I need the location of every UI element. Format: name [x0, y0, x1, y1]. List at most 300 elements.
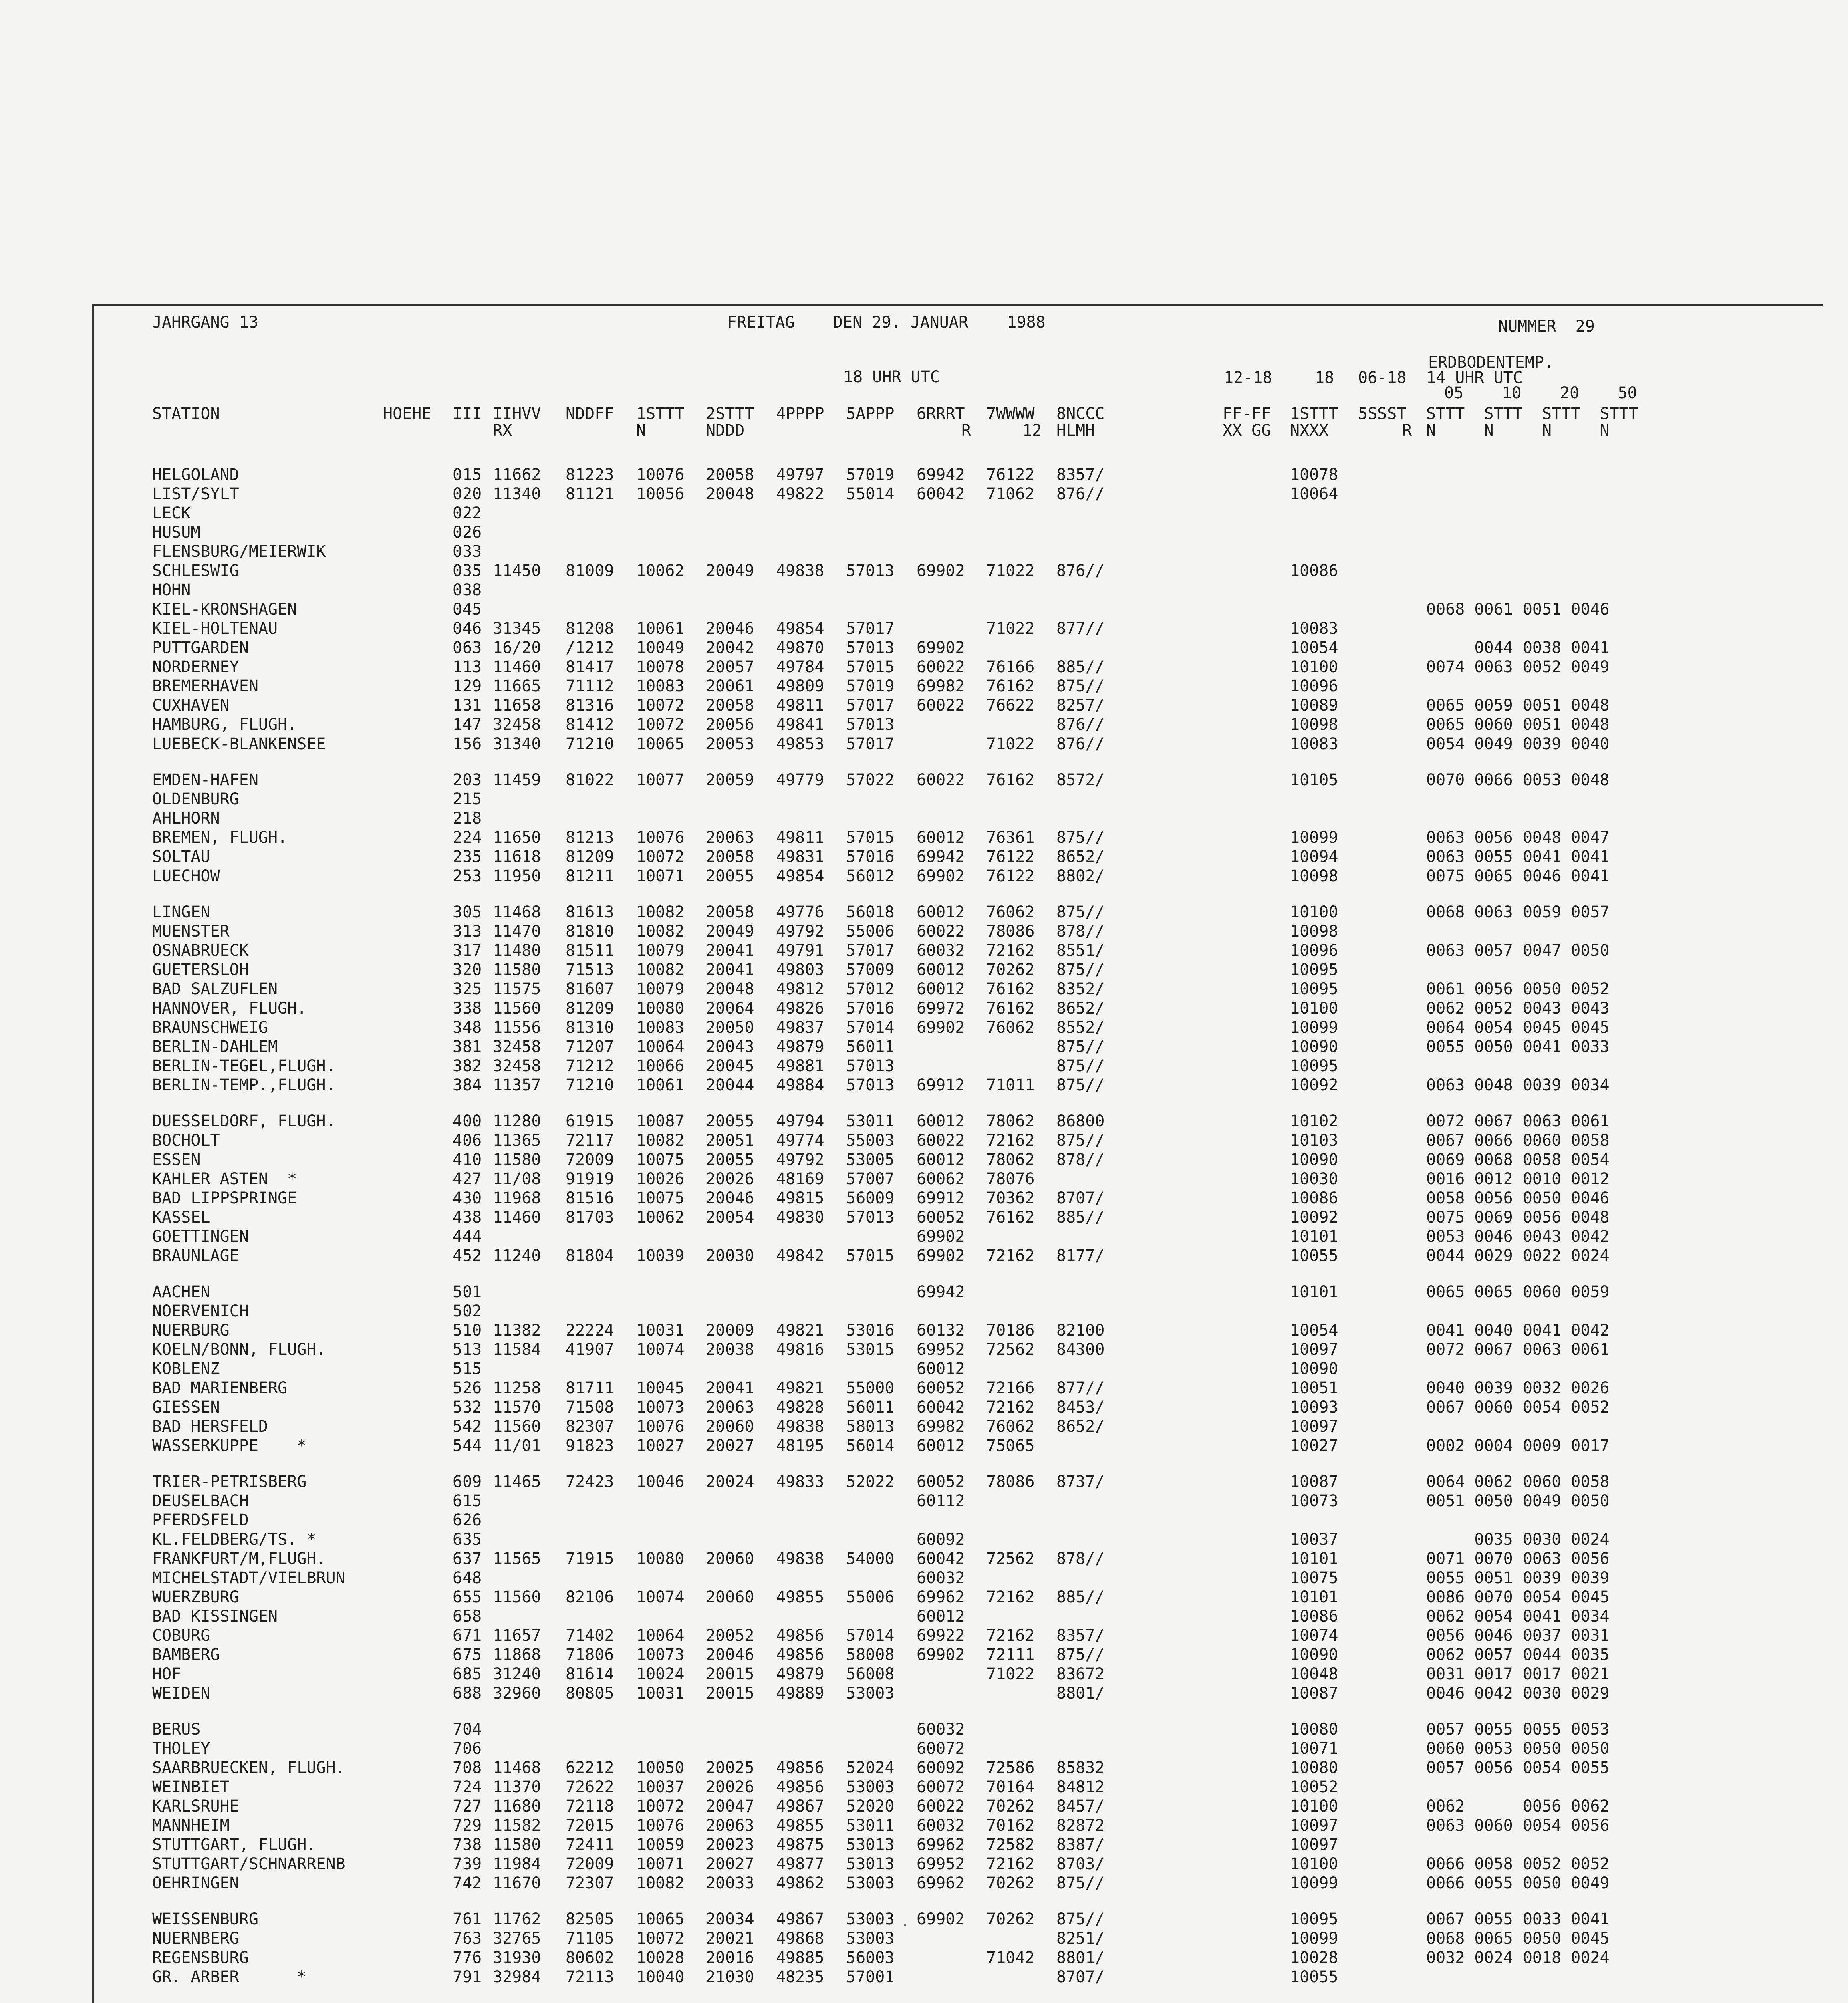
col-iihvv-sub: RX [493, 421, 512, 440]
1sttt-max-value: 10102 [1290, 1112, 1338, 1130]
nddff-value: 81614 [566, 1665, 614, 1683]
5appp-value: 57007 [846, 1170, 895, 1188]
station-name: OEHRINGEN [152, 1874, 239, 1892]
5appp-value: 56011 [846, 1398, 895, 1417]
soil-temp-values: 0061 0056 0050 0052 [1426, 980, 1610, 998]
1sttt-max-value: 10097 [1290, 1816, 1338, 1835]
group-18-uhr-utc: 18 UHR UTC [843, 368, 940, 386]
5appp-value: 52024 [846, 1759, 895, 1777]
5appp-value: 56012 [846, 867, 895, 885]
4pppp-value: 49838 [776, 1417, 824, 1436]
4pppp-value: 49792 [776, 922, 824, 941]
6rrrt-value: 60092 [917, 1759, 965, 1777]
2sttt-value: 20049 [706, 922, 754, 941]
nddff-value: 72118 [566, 1797, 614, 1816]
1sttt-max-value: 10101 [1290, 1588, 1338, 1606]
iii-value: 045 [453, 600, 482, 619]
1sttt-value: 10046 [636, 1473, 685, 1491]
iii-value: 224 [453, 828, 482, 847]
soil-temp-values: 0067 0060 0054 0052 [1426, 1398, 1610, 1417]
5appp-value: 53011 [846, 1816, 895, 1835]
5appp-value: 57013 [846, 639, 895, 657]
8nccc-value: 8707/ [1056, 1189, 1105, 1207]
1sttt-max-value: 10071 [1290, 1739, 1338, 1758]
period-06-18: 06-18 [1358, 369, 1407, 387]
1sttt-max-value: 10099 [1290, 828, 1338, 847]
station-name: KOBLENZ [152, 1360, 220, 1378]
6rrrt-value: 69972 [917, 999, 965, 1018]
7wwww-value: 72166 [986, 1379, 1035, 1397]
2sttt-value: 20030 [706, 1247, 754, 1265]
soil-temp-values: 0055 0051 0039 0039 [1426, 1569, 1610, 1587]
7wwww-value: 72582 [986, 1836, 1035, 1854]
soil-temp-values: 0054 0049 0039 0040 [1426, 735, 1610, 753]
8nccc-value: 82872 [1056, 1816, 1105, 1835]
iii-value: 444 [453, 1227, 482, 1246]
2sttt-value: 20047 [706, 1797, 754, 1816]
iihvv-value: 11580 [493, 961, 541, 979]
8nccc-value: 85832 [1056, 1759, 1105, 1777]
col-5ssst: 5SSST [1358, 405, 1407, 423]
7wwww-value: 72586 [986, 1759, 1035, 1777]
iihvv-value: 11/01 [493, 1437, 541, 1455]
1sttt-max-value: 10037 [1290, 1530, 1338, 1549]
1sttt-max-value: 10103 [1290, 1131, 1338, 1150]
nummer: NUMMER 29 [1498, 317, 1595, 336]
7wwww-value: 71022 [986, 619, 1035, 638]
soil-temp-values: 0060 0053 0050 0050 [1426, 1739, 1610, 1758]
5appp-value: 57014 [846, 1626, 895, 1645]
soil-temp-values: 0075 0069 0056 0048 [1426, 1208, 1610, 1227]
iihvv-value: 32765 [493, 1929, 541, 1948]
1sttt-max-value: 10095 [1290, 980, 1338, 998]
iihvv-value: 11468 [493, 1759, 541, 1777]
soil-temp-values: 0067 0066 0060 0058 [1426, 1131, 1610, 1150]
nddff-value: 81209 [566, 999, 614, 1018]
2sttt-value: 20052 [706, 1626, 754, 1645]
station-name: DEUSELBACH [152, 1492, 249, 1510]
soil-temp-values: 0056 0046 0037 0031 [1426, 1626, 1610, 1645]
6rrrt-value: 60052 [917, 1379, 965, 1397]
7wwww-value: 71022 [986, 735, 1035, 753]
iii-value: 317 [453, 941, 482, 960]
8nccc-value: 875// [1056, 1038, 1105, 1056]
5appp-value: 57015 [846, 658, 895, 676]
2sttt-value: 20061 [706, 677, 754, 695]
soil-temp-values: 0066 0058 0052 0052 [1426, 1855, 1610, 1873]
station-name: FLENSBURG/MEIERWIK [152, 542, 326, 561]
5appp-value: 53013 [846, 1836, 895, 1854]
report-date: FREITAG DEN 29. JANUAR 1988 [727, 313, 1046, 332]
soil-temp-values: 0062 0052 0043 0043 [1426, 999, 1610, 1018]
1sttt-value: 10082 [636, 961, 685, 979]
5appp-value: 56003 [846, 1949, 895, 1967]
1sttt-value: 10027 [636, 1437, 685, 1455]
2sttt-value: 20058 [706, 465, 754, 484]
soil-depths: 05 10 20 50 [1444, 384, 1637, 402]
nddff-value: 71105 [566, 1929, 614, 1948]
iii-value: 544 [453, 1437, 482, 1455]
7wwww-value: 71011 [986, 1076, 1035, 1094]
8nccc-value: 8707/ [1056, 1968, 1105, 1986]
2sttt-value: 20016 [706, 1949, 754, 1967]
2sttt-value: 20051 [706, 1131, 754, 1150]
6rrrt-value: 60012 [917, 828, 965, 847]
soil-temp-values: 0068 0065 0050 0045 [1426, 1929, 1610, 1948]
station-name: BERLIN-DAHLEM [152, 1038, 278, 1056]
soil-temp-values: 0057 0055 0055 0053 [1426, 1720, 1610, 1739]
1sttt-value: 10062 [636, 562, 685, 580]
2sttt-value: 20057 [706, 658, 754, 676]
2sttt-value: 20027 [706, 1437, 754, 1455]
station-name: LIST/SYLT [152, 485, 239, 503]
5appp-value: 56008 [846, 1665, 895, 1683]
1sttt-max-value: 10090 [1290, 1151, 1338, 1169]
nddff-value: 71207 [566, 1038, 614, 1056]
station-name: COBURG [152, 1626, 210, 1645]
station-name: LECK [152, 504, 191, 522]
5appp-value: 55006 [846, 1588, 895, 1606]
8nccc-value: 8801/ [1056, 1684, 1105, 1703]
7wwww-value: 72162 [986, 1131, 1035, 1150]
station-name: HUSUM [152, 523, 201, 542]
1sttt-value: 10064 [636, 1626, 685, 1645]
6rrrt-value: 60052 [917, 1208, 965, 1227]
1sttt-value: 10071 [636, 867, 685, 885]
1sttt-max-value: 10101 [1290, 1227, 1338, 1246]
nddff-value: 81804 [566, 1247, 614, 1265]
1sttt-max-value: 10078 [1290, 465, 1338, 484]
station-name: HOF [152, 1665, 181, 1683]
iihvv-value: 11580 [493, 1836, 541, 1854]
1sttt-value: 10072 [636, 696, 685, 715]
1sttt-value: 10073 [636, 1646, 685, 1664]
1sttt-value: 10076 [636, 1417, 685, 1436]
station-name: BAD HERSFELD [152, 1417, 268, 1436]
2sttt-value: 20015 [706, 1684, 754, 1703]
6rrrt-value: 60022 [917, 771, 965, 789]
station-name: HELGOLAND [152, 465, 239, 484]
6rrrt-value: 69962 [917, 1836, 965, 1854]
soil-temp-values: 0064 0054 0045 0045 [1426, 1018, 1610, 1037]
station-name: GUETERSLOH [152, 961, 249, 979]
iii-value: 038 [453, 581, 482, 599]
8nccc-value: 8352/ [1056, 980, 1105, 998]
nddff-value: 81417 [566, 658, 614, 676]
station-name: WASSERKUPPE * [152, 1437, 307, 1455]
iii-value: 384 [453, 1076, 482, 1094]
station-name: MUENSTER [152, 922, 230, 941]
2sttt-value: 20046 [706, 1189, 754, 1207]
1sttt-max-value: 10051 [1290, 1379, 1338, 1397]
soil-temp-values: 0058 0056 0050 0046 [1426, 1189, 1610, 1207]
station-name: WEISSENBURG [152, 1910, 258, 1928]
iii-value: 215 [453, 790, 482, 808]
iii-value: 063 [453, 639, 482, 657]
iihvv-value: 11968 [493, 1189, 541, 1207]
6rrrt-value: 69982 [917, 677, 965, 695]
soil-temp-values: 0044 0038 0041 [1426, 639, 1610, 657]
station-name: STUTTGART, FLUGH. [152, 1836, 316, 1854]
1sttt-max-value: 10086 [1290, 562, 1338, 580]
7wwww-value: 70262 [986, 1910, 1035, 1928]
6rrrt-value: 60012 [917, 1437, 965, 1455]
1sttt-max-value: 10099 [1290, 1929, 1338, 1948]
soil-temp-values: 0063 0057 0047 0050 [1426, 941, 1610, 960]
soil-temp-values: 0068 0063 0059 0057 [1426, 903, 1610, 921]
6rrrt-value: 60012 [917, 961, 965, 979]
7wwww-value: 71022 [986, 562, 1035, 580]
5appp-value: 52022 [846, 1473, 895, 1491]
station-name: BOCHOLT [152, 1131, 220, 1150]
7wwww-value: 72162 [986, 1626, 1035, 1645]
station-name: GOETTINGEN [152, 1227, 249, 1246]
2sttt-value: 20038 [706, 1340, 754, 1359]
6rrrt-value: 60022 [917, 922, 965, 941]
1sttt-max-value: 10094 [1290, 848, 1338, 866]
iii-value: 033 [453, 542, 482, 561]
iihvv-value: 11280 [493, 1112, 541, 1130]
iihvv-value: 11365 [493, 1131, 541, 1150]
2sttt-value: 20055 [706, 1112, 754, 1130]
1sttt-max-value: 10074 [1290, 1626, 1338, 1645]
iihvv-value: 11370 [493, 1778, 541, 1796]
iii-value: 131 [453, 696, 482, 715]
6rrrt-value: 69952 [917, 1340, 965, 1359]
iihvv-value: 31340 [493, 735, 541, 753]
iihvv-value: 32960 [493, 1684, 541, 1703]
station-name: AHLHORN [152, 809, 220, 828]
soil-temp-values: 0062 0057 0044 0035 [1426, 1646, 1610, 1664]
iii-value: 015 [453, 465, 482, 484]
4pppp-value: 49837 [776, 1018, 824, 1037]
8nccc-value: 8572/ [1056, 771, 1105, 789]
1sttt-max-value: 10030 [1290, 1170, 1338, 1188]
1sttt-max-value: 10093 [1290, 1398, 1338, 1417]
8nccc-value: 875// [1056, 1076, 1105, 1094]
soil-temp-values: 0016 0012 0010 0012 [1426, 1170, 1610, 1188]
1sttt-value: 10059 [636, 1836, 685, 1854]
iii-value: 742 [453, 1874, 482, 1892]
1sttt-value: 10082 [636, 922, 685, 941]
nddff-value: 91919 [566, 1170, 614, 1188]
4pppp-value: 49867 [776, 1910, 824, 1928]
soil-temp-values: 0035 0030 0024 [1426, 1530, 1610, 1549]
4pppp-value: 49855 [776, 1816, 824, 1835]
5appp-value: 53015 [846, 1340, 895, 1359]
8nccc-value: 885// [1056, 1588, 1105, 1606]
soil-temp-values: 0051 0050 0049 0050 [1426, 1492, 1610, 1510]
2sttt-value: 20023 [706, 1836, 754, 1854]
2sttt-value: 20056 [706, 715, 754, 734]
nddff-value: 62212 [566, 1759, 614, 1777]
5appp-value: 53013 [846, 1855, 895, 1873]
5appp-value: 57009 [846, 961, 895, 979]
iii-value: 671 [453, 1626, 482, 1645]
2sttt-value: 20058 [706, 903, 754, 921]
iii-value: 348 [453, 1018, 482, 1037]
4pppp-value: 49797 [776, 465, 824, 484]
8nccc-value: 8552/ [1056, 1018, 1105, 1037]
2sttt-value: 21030 [706, 1968, 754, 1986]
iii-value: 542 [453, 1417, 482, 1436]
7wwww-value: 76166 [986, 658, 1035, 676]
iii-value: 406 [453, 1131, 482, 1150]
iihvv-value: 11868 [493, 1646, 541, 1664]
soil-temp-values: 0064 0062 0060 0058 [1426, 1473, 1610, 1491]
station-name: SOLTAU [152, 848, 210, 866]
2sttt-value: 20041 [706, 1379, 754, 1397]
6rrrt-value: 60072 [917, 1739, 965, 1758]
6rrrt-value: 60072 [917, 1778, 965, 1796]
iii-value: 635 [453, 1530, 482, 1549]
station-name: NORDERNEY [152, 658, 239, 676]
erdboden-time: 14 UHR UTC [1426, 369, 1523, 387]
soil-temp-values: 0075 0065 0046 0041 [1426, 867, 1610, 885]
6rrrt-value: 60042 [917, 485, 965, 503]
7wwww-value: 76122 [986, 465, 1035, 484]
frame-left-rule [92, 304, 94, 2003]
1sttt-value: 10079 [636, 980, 685, 998]
7wwww-value: 70262 [986, 961, 1035, 979]
iihvv-value: 11570 [493, 1398, 541, 1417]
6rrrt-value: 60022 [917, 1131, 965, 1150]
2sttt-value: 20055 [706, 1151, 754, 1169]
1sttt-value: 10026 [636, 1170, 685, 1188]
station-name: OLDENBURG [152, 790, 239, 808]
8nccc-value: 8357/ [1056, 465, 1105, 484]
iii-value: 022 [453, 504, 482, 522]
5appp-value: 57017 [846, 619, 895, 638]
station-name: TRIER-PETRISBERG [152, 1473, 307, 1491]
8nccc-value: 875// [1056, 1874, 1105, 1892]
iihvv-value: 11560 [493, 1417, 541, 1436]
1sttt-value: 10072 [636, 715, 685, 734]
2sttt-value: 20064 [706, 999, 754, 1018]
iii-value: 035 [453, 562, 482, 580]
nddff-value: 81810 [566, 922, 614, 941]
iii-value: 791 [453, 1968, 482, 1986]
iihvv-value: 11565 [493, 1550, 541, 1568]
nddff-value: 80805 [566, 1684, 614, 1703]
iii-value: 320 [453, 961, 482, 979]
1sttt-max-value: 10097 [1290, 1417, 1338, 1436]
1sttt-value: 10031 [636, 1684, 685, 1703]
soil-temp-values: 0066 0055 0050 0049 [1426, 1874, 1610, 1892]
7wwww-value: 76162 [986, 999, 1035, 1018]
5appp-value: 53003 [846, 1929, 895, 1948]
iii-value: 637 [453, 1550, 482, 1568]
iii-value: 648 [453, 1569, 482, 1587]
5appp-value: 57019 [846, 465, 895, 484]
iii-value: 382 [453, 1057, 482, 1075]
iii-value: 501 [453, 1283, 482, 1301]
5appp-value: 57013 [846, 1057, 895, 1075]
4pppp-value: 49791 [776, 941, 824, 960]
1sttt-value: 10078 [636, 658, 685, 676]
4pppp-value: 49815 [776, 1189, 824, 1207]
2sttt-value: 20063 [706, 1398, 754, 1417]
station-name: REGENSBURG [152, 1949, 249, 1967]
nddff-value: 71806 [566, 1646, 614, 1664]
iii-value: 147 [453, 715, 482, 734]
8nccc-value: 8802/ [1056, 867, 1105, 885]
4pppp-value: 49828 [776, 1398, 824, 1417]
1sttt-max-value: 10086 [1290, 1607, 1338, 1626]
4pppp-value: 49889 [776, 1684, 824, 1703]
4pppp-value: 49779 [776, 771, 824, 789]
1sttt-max-value: 10095 [1290, 1057, 1338, 1075]
iii-value: 305 [453, 903, 482, 921]
1sttt-max-value: 10100 [1290, 1797, 1338, 1816]
1sttt-value: 10082 [636, 1131, 685, 1150]
station-name: NUERNBERG [152, 1929, 239, 1948]
2sttt-value: 20045 [706, 1057, 754, 1075]
nddff-value: 71508 [566, 1398, 614, 1417]
2sttt-value: 20015 [706, 1665, 754, 1683]
col-1sttt-sub: N [636, 421, 646, 440]
4pppp-value: 49870 [776, 639, 824, 657]
iihvv-value: 11662 [493, 465, 541, 484]
iihvv-value: 11/08 [493, 1170, 541, 1188]
2sttt-value: 20049 [706, 562, 754, 580]
iii-value: 615 [453, 1492, 482, 1510]
8nccc-value: 876// [1056, 485, 1105, 503]
4pppp-value: 49841 [776, 715, 824, 734]
soil-temp-values: 0063 0060 0054 0056 [1426, 1816, 1610, 1835]
1sttt-max-value: 10087 [1290, 1684, 1338, 1703]
1sttt-value: 10082 [636, 1874, 685, 1892]
6rrrt-value: 69902 [917, 1018, 965, 1037]
1sttt-max-value: 10087 [1290, 1473, 1338, 1491]
iihvv-value: 32458 [493, 1057, 541, 1075]
8nccc-value: 8453/ [1056, 1398, 1105, 1417]
2sttt-value: 20048 [706, 485, 754, 503]
1sttt-value: 10073 [636, 1398, 685, 1417]
4pppp-value: 49821 [776, 1321, 824, 1340]
1sttt-max-value: 10090 [1290, 1038, 1338, 1056]
iii-value: 325 [453, 980, 482, 998]
4pppp-value: 49833 [776, 1473, 824, 1491]
4pppp-value: 49862 [776, 1874, 824, 1892]
1sttt-value: 10037 [636, 1778, 685, 1796]
2sttt-value: 20027 [706, 1855, 754, 1873]
6rrrt-value: 69912 [917, 1076, 965, 1094]
col-1sttt-max: 1STTT [1290, 405, 1338, 423]
8nccc-value: 878// [1056, 922, 1105, 941]
soil-temp-values: 0053 0046 0043 0042 [1426, 1227, 1610, 1246]
2sttt-value: 20053 [706, 735, 754, 753]
1sttt-max-value: 10097 [1290, 1340, 1338, 1359]
1sttt-max-value: 10090 [1290, 1360, 1338, 1378]
iii-value: 203 [453, 771, 482, 789]
station-name: BERLIN-TEGEL,FLUGH. [152, 1057, 336, 1075]
iihvv-value: 11240 [493, 1247, 541, 1265]
col-1sttt-max-sub: NXXX [1290, 421, 1329, 440]
station-name: ESSEN [152, 1151, 201, 1169]
5appp-value: 53003 [846, 1684, 895, 1703]
period-12-18: 12-18 [1224, 369, 1272, 387]
station-name: LINGEN [152, 903, 210, 921]
nddff-value: 81208 [566, 619, 614, 638]
station-name: SAARBRUECKEN, FLUGH. [152, 1759, 345, 1777]
soil-temp-values: 0067 0055 0033 0041 [1426, 1910, 1610, 1928]
5appp-value: 57016 [846, 848, 895, 866]
6rrrt-value: 60042 [917, 1550, 965, 1568]
4pppp-value: 49826 [776, 999, 824, 1018]
8nccc-value: 8551/ [1056, 941, 1105, 960]
2sttt-value: 20043 [706, 1038, 754, 1056]
